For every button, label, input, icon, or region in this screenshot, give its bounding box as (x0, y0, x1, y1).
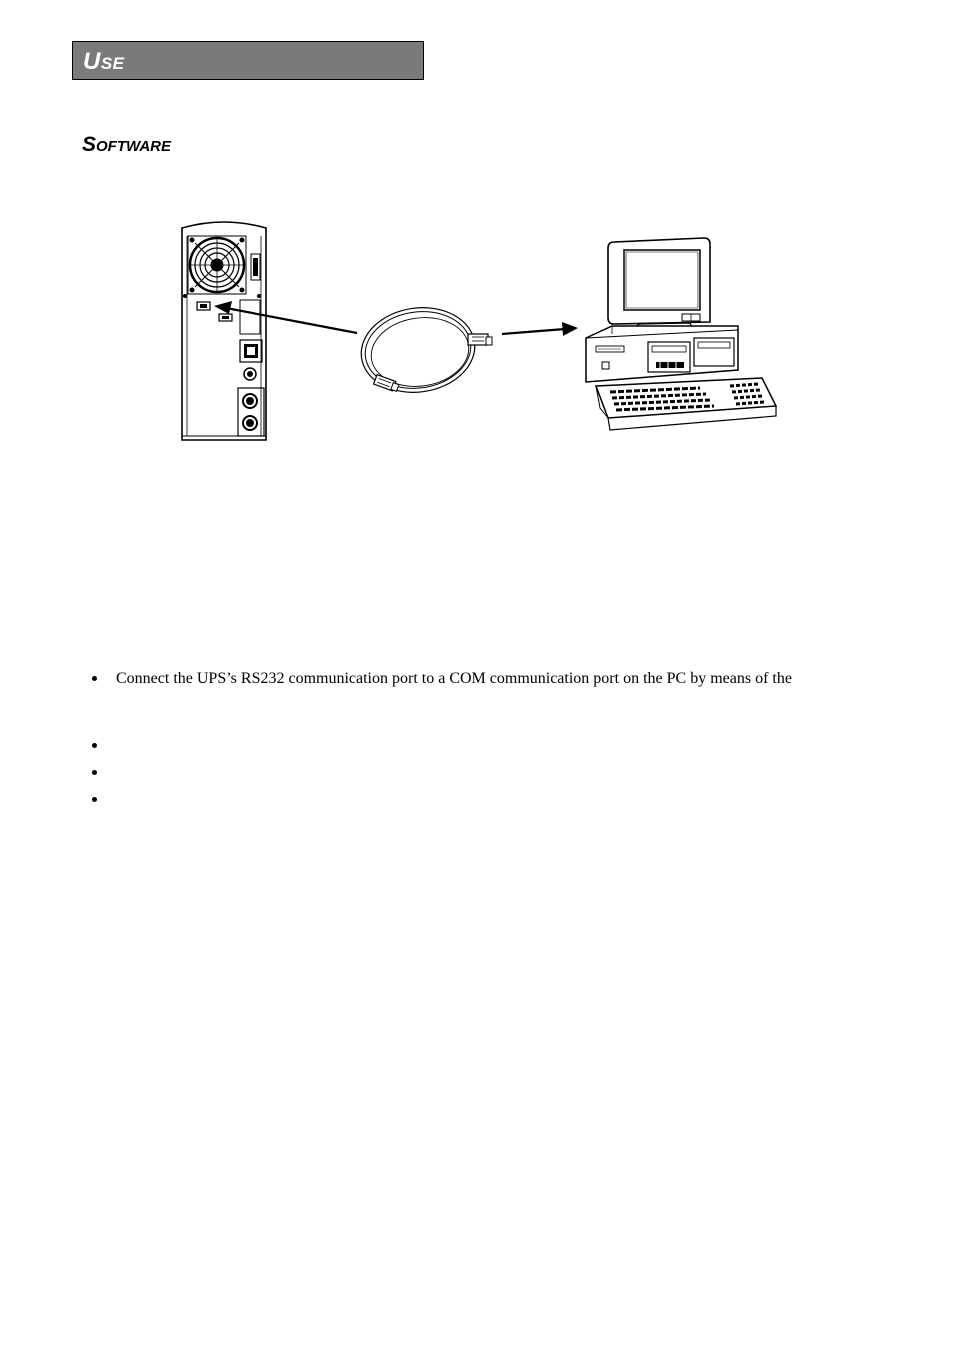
fan-icon (188, 236, 246, 294)
monitor-icon (608, 238, 710, 333)
bullet-icon (92, 770, 97, 775)
personal-computer-illustration (586, 238, 776, 430)
bullet-text: Connect the UPS’s RS232 communication port to a COM communication port on the PC by means of the (116, 670, 792, 687)
bullet-icon (92, 676, 97, 681)
bullet-icon (92, 743, 97, 748)
serial-cable-illustration (356, 300, 492, 399)
keyboard-icon (596, 378, 776, 430)
arrow-to-pc-icon (502, 322, 578, 336)
ups-unit-illustration (182, 222, 266, 440)
arrow-to-ups-icon (214, 301, 357, 333)
bullet-icon (92, 797, 97, 802)
system-unit-icon (586, 326, 738, 382)
connection-diagram (0, 0, 954, 460)
section-title: Use (83, 48, 125, 75)
subsection-title: Software (82, 133, 171, 156)
